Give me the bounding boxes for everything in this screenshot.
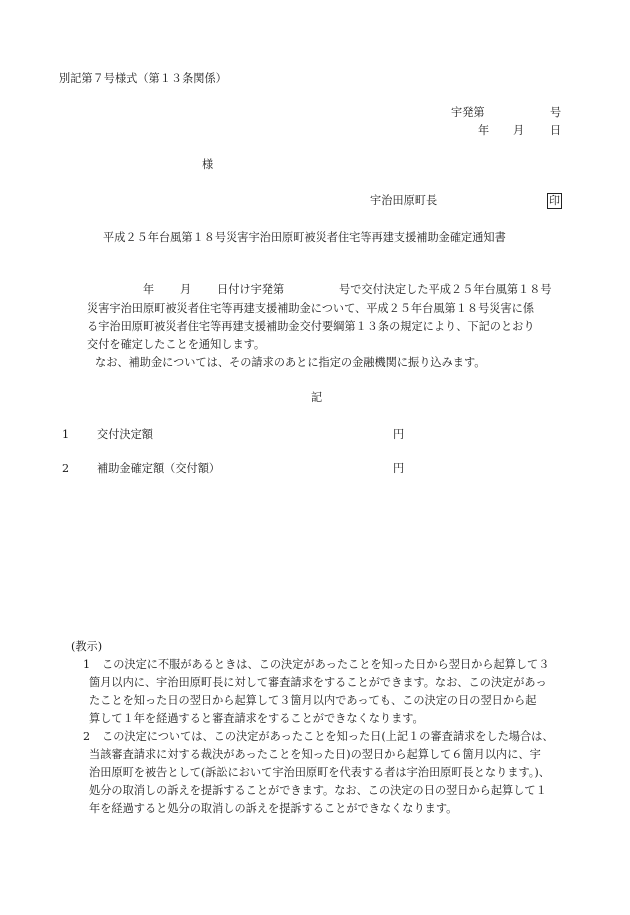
notice-item1-line: たことを知った日の翌日から起算して３箇月以内であっても、この決定の日の翌日から起: [89, 694, 537, 707]
doc-number-suffix: 号: [550, 106, 562, 119]
doc-number-prefix: 宇発第: [451, 106, 485, 119]
body-line3: る宇治田原町被災者住宅等再建支援補助金交付要綱第１３条の規定により、下記のとおり: [87, 320, 535, 333]
item-number: 1: [62, 428, 70, 441]
date-day: 日: [550, 124, 562, 137]
notice-item1-line: 箇月以内に、宇治田原町長に対して審査請求をすることができます。なお、この決定があっ: [89, 676, 547, 689]
notice-item2-line: 当該審査請求に対する裁決があったことを知った日)の翌日から起算して６箇月以内に、宇: [89, 748, 541, 761]
notice-item1-line: この決定に不服があるときは、この決定があったことを知った日から翌日から起算して３: [102, 658, 550, 671]
notice-item1-number: 1: [83, 658, 91, 671]
body-line4: 交付を確定したことを通知します。: [87, 338, 266, 351]
notice-heading: (教示): [71, 640, 103, 653]
notice-item2-line: 処分の取消しの訴えを提訴することができます。なお、この決定の日の翌日から起算して１: [89, 784, 547, 797]
body-line1-month: 月: [180, 283, 192, 296]
ki-heading: 記: [311, 391, 323, 404]
date-month: 月: [513, 124, 525, 137]
body-line1-year: 年: [143, 283, 155, 296]
body-line5: なお、補助金については、その請求のあとに指定の金融機関に振り込みます。: [95, 356, 486, 369]
date-year: 年: [478, 124, 490, 137]
item-label: 補助金確定額（交付額）: [97, 462, 221, 475]
item-unit: 円: [393, 462, 405, 475]
body-line1-text-a: 日付け宇発第: [217, 283, 285, 296]
notice-item2-line: 治田原町を被告として(訴訟において宇治田原町を代表する者は宇治田原町長となります。)、: [89, 766, 550, 779]
item-unit: 円: [393, 428, 405, 441]
issuer-name: 宇治田原町長: [370, 194, 438, 207]
item-number: 2: [62, 462, 70, 475]
notice-item2-line: この決定については、この決定があったことを知った日(上記１の審査請求をした場合は、: [102, 730, 554, 743]
form-header: 別記第７号様式（第１３条関係）: [59, 72, 227, 85]
item-label: 交付決定額: [97, 428, 153, 441]
document-title: 平成２５年台風第１８号災害宇治田原町被災者住宅等再建支援補助金確定通知書: [103, 231, 506, 244]
notice-item2-number: 2: [83, 730, 91, 743]
notice-item1-line: 算して１年を経過すると審査請求をすることができなくなります。: [89, 712, 424, 725]
body-line2: 災害宇治田原町被災者住宅等再建支援補助金について、平成２５年台風第１８号災害に係: [87, 302, 535, 315]
seal-mark: 印: [549, 194, 560, 207]
body-line1-text-b: 号で交付決定した平成２５年台風第１８号: [339, 283, 552, 296]
notice-item2-line: 年を経過すると処分の取消しの訴えを提訴することができなくなります。: [89, 802, 458, 815]
addressee-suffix: 様: [202, 158, 214, 171]
